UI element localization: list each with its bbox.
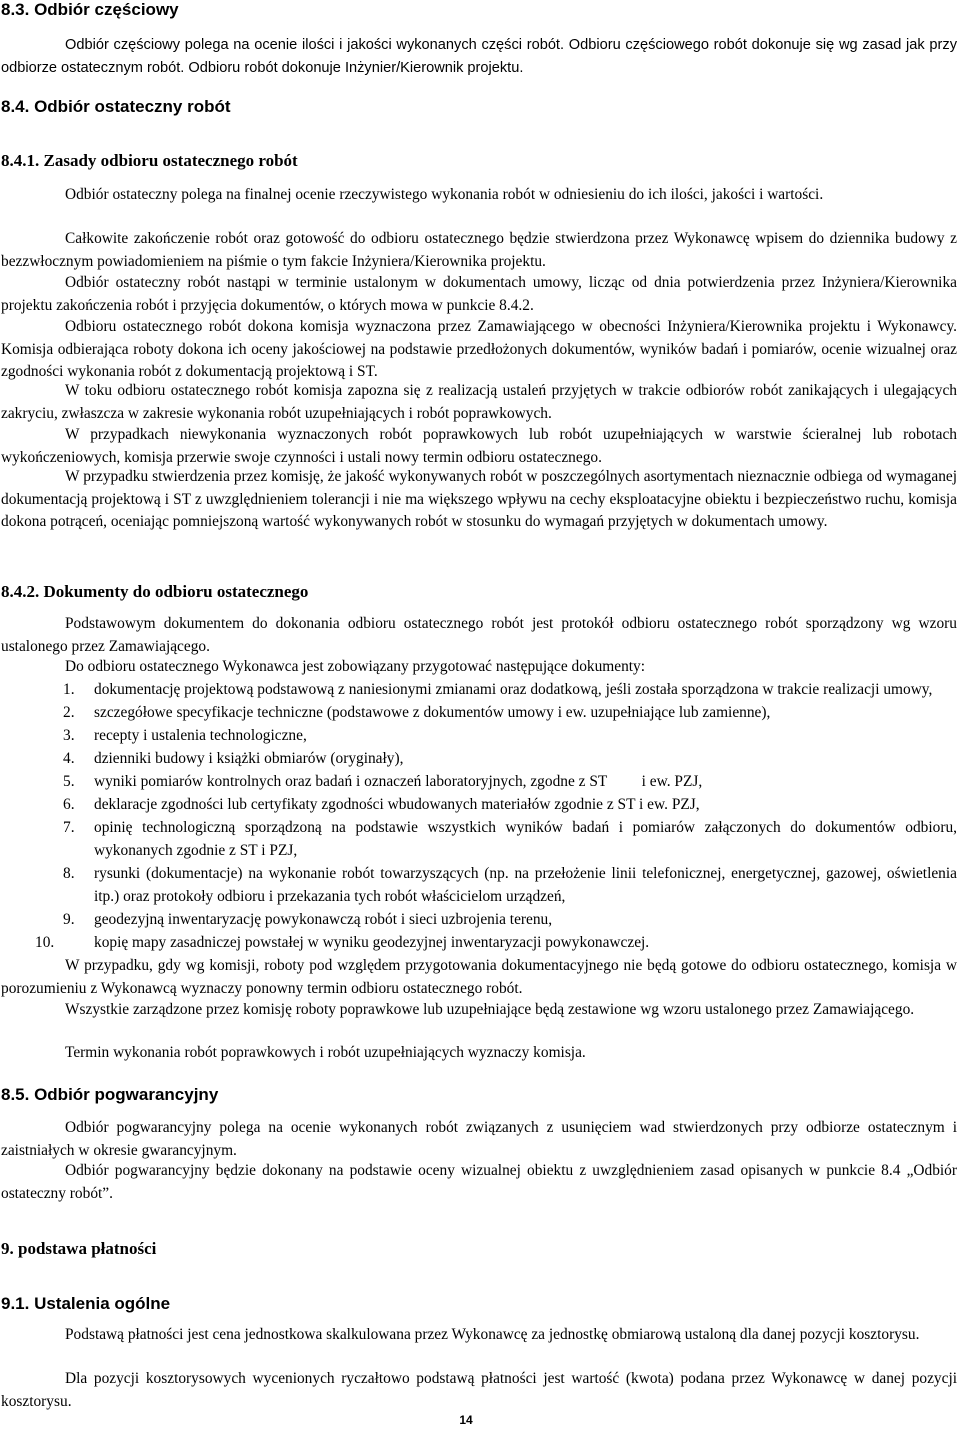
section-heading-8-4: 8.4. Odbiór ostateczny robót (1, 97, 231, 116)
paragraph: Odbiór częściowy polega na ocenie ilości i jakości wykonanych części robót. Odbioru częściowego robót dokonuje się wg zasad jak przy odbiorze ostatecznym robót. Odbioru robót dokonuje Inżynier/Kierownik projektu. (1, 37, 957, 76)
list-item-text: dokumentację projektową podstawową z naniesionymi zmianami oraz dodatkową, jeśli została sporządzona w trakcie realizacji umowy, (94, 681, 933, 698)
paragraph: Podstawowym dokumentem do dokonania odbioru ostatecznego robót jest protokół odbioru ostatecznego robót sporządzony wg wzoru ustalonego przez Zamawiającego. (1, 615, 957, 655)
paragraph: W toku odbioru ostatecznego robót komisja zapozna się z realizacją ustaleń przyjętych w trakcie odbiorów robót zanikających i ulegających zakryciu, zwłaszcza w zakresie wykonania robót uzupełniających i robót poprawkowych. (1, 382, 957, 422)
list-item-number: 1. (63, 681, 75, 698)
paragraph: Dla pozycji kosztorysowych wycenionych ryczałtowo podstawą płatności jest wartość (kwota) podana przez Wykonawcę w danej pozycji kosztorysu. (1, 1370, 957, 1410)
list-item-number: 4. (63, 750, 75, 767)
list-item-text: szczegółowe specyfikacje techniczne (podstawowe z dokumentów umowy i ew. uzupełniające lub zamienne), (94, 704, 771, 721)
list-item (1, 724, 957, 747)
paragraph: Odbiór pogwarancyjny polega na ocenie wykonanych robót związanych z usunięciem wad stwierdzonych przy odbiorze ostatecznym i zaistniałych w okresie gwarancyjnym. (1, 1119, 957, 1159)
list-item-text: recepty i ustalenia technologiczne, (94, 727, 307, 744)
page-number: 14 (459, 1413, 473, 1427)
list-item-number: 6. (63, 796, 75, 813)
list-item-text: dzienniki budowy i książki obmiarów (oryginały), (94, 750, 404, 767)
list-item-text: rysunki (dokumentacje) na wykonanie robót towarzyszących (np. na przełożenie linii telefonicznej, energetycznej, gazowej, oświetlenia itp.) oraz protokoły odbioru i przekazania tych robót właścicielom urządzeń, (94, 865, 957, 905)
paragraph: Do odbioru ostatecznego Wykonawca jest zobowiązany przygotować następujące dokumenty: (65, 658, 646, 675)
list-item (1, 747, 957, 770)
paragraph: Odbiór ostateczny robót nastąpi w terminie ustalonym w dokumentach umowy, licząc od dnia potwierdzenia przez Inżyniera/Kierownika projektu zakończenia robót i przyjęcia dokumentów, o których mowa w punkcie 8.4.2. (1, 274, 957, 314)
list-item (1, 931, 957, 954)
list-item-text: geodezyjną inwentaryzację powykonawczą robót i sieci uzbrojenia terenu, (94, 911, 553, 928)
list-item-text: opinię technologiczną sporządzoną na podstawie wszystkich wyników badań i pomiarów załączonych do dokumentów odbioru, wykonanych zgodnie z ST i PZJ, (94, 819, 957, 859)
list-item-number: 9. (63, 911, 75, 928)
section-heading-8-4-2: 8.4.2. Dokumenty do odbioru ostatecznego (1, 582, 309, 601)
paragraph: Wszystkie zarządzone przez komisję roboty poprawkowe lub uzupełniające będą zestawione wg wzoru ustalonego przez Zamawiającego. (65, 1001, 915, 1018)
paragraph: W przypadku stwierdzenia przez komisję, że jakość wykonywanych robót w poszczególnych asortymentach nieznacznie odbiega od wymaganej dokumentacją projektową i ST z uwzględnieniem tolerancji i nie ma większego wpływu na cechy eksploatacyjne obiektu i bezpieczeństwo ruchu, komisja dokona potrąceń, oceniając pomniejszoną wartość wykonywanych robót w stosunku do wymagań przyjętych w dokumentach umowy. (1, 468, 957, 531)
list-item-text: kopię mapy zasadniczej powstałej w wyniku geodezyjnej inwentaryzacji powykonawczej. (94, 934, 650, 951)
paragraph: Odbiór pogwarancyjny będzie dokonany na podstawie oceny wizualnej obiektu z uwzględnieniem zasad opisanych w punkcie 8.4 „Odbiór ostateczny robót”. (1, 1162, 957, 1202)
list-item (1, 678, 957, 701)
section-heading-8-4-1: 8.4.1. Zasady odbioru ostatecznego robót (1, 151, 298, 170)
paragraph: Odbioru ostatecznego robót dokona komisja wyznaczona przez Zamawiającego w obecności Inżyniera/Kierownika projektu i Wykonawcy. Komisja odbierająca roboty dokona ich oceny jakościowej na podstawie przedłożonych dokumentów, wyników badań i pomiarów, ocenie wizualnej oraz zgodności wykonania robót z dokumentacją projektową i ST. (1, 318, 957, 381)
list-item-number: 10. (35, 934, 55, 951)
list-item (1, 770, 957, 793)
list-item (1, 908, 957, 931)
paragraph: Podstawą płatności jest cena jednostkowa skalkulowana przez Wykonawcę za jednostkę obmiarową ustaloną dla danej pozycji kosztorysu. (65, 1326, 920, 1343)
section-heading-8-5: 8.5. Odbiór pogwarancyjny (1, 1085, 219, 1104)
section-heading-9-1: 9.1. Ustalenia ogólne (1, 1294, 171, 1313)
list-item-text: wyniki pomiarów kontrolnych oraz badań i oznaczeń laboratoryjnych, zgodne z ST i ew. PZJ, (94, 773, 703, 790)
paragraph: Odbiór ostateczny polega na finalnej ocenie rzeczywistego wykonania robót w odniesieniu do ich ilości, jakości i wartości. (65, 186, 824, 203)
list-item (1, 701, 957, 724)
list-item (1, 793, 957, 816)
paragraph: W przypadkach niewykonania wyznaczonych robót poprawkowych lub robót uzupełniających w warstwie ścieralnej lub robotach wykończeniowych, komisja przerwie swoje czynności i ustali nowy termin odbioru ostatecznego. (1, 426, 957, 466)
list-item (1, 862, 957, 908)
paragraph: W przypadku, gdy wg komisji, roboty pod względem przygotowania dokumentacyjnego nie będą gotowe do odbioru ostatecznego, komisja w porozumieniu z Wykonawcą wyznaczy ponowny termin odbioru ostatecznego robót. (1, 957, 957, 997)
documents-list (1, 678, 957, 954)
paragraph: Termin wykonania robót poprawkowych i robót uzupełniających wyznaczy komisja. (65, 1044, 586, 1061)
list-item-number: 3. (63, 727, 75, 744)
list-item-number: 2. (63, 704, 75, 721)
list-item-number: 8. (63, 865, 75, 882)
list-item (1, 816, 957, 862)
section-heading-8-3: 8.3. Odbiór częściowy (1, 0, 179, 19)
section-heading-9: 9. podstawa płatności (1, 1239, 157, 1258)
paragraph: Całkowite zakończenie robót oraz gotowość do odbioru ostatecznego będzie stwierdzona przez Wykonawcę wpisem do dziennika budowy z bezzwłocznym powiadomieniem na piśmie o tym fakcie Inżyniera/Kierownika projektu. (1, 230, 957, 270)
list-item-number: 7. (63, 819, 75, 836)
list-item-text: deklaracje zgodności lub certyfikaty zgodności wbudowanych materiałów zgodnie z ST i ew. PZJ, (94, 796, 700, 813)
list-item-number: 5. (63, 773, 75, 790)
